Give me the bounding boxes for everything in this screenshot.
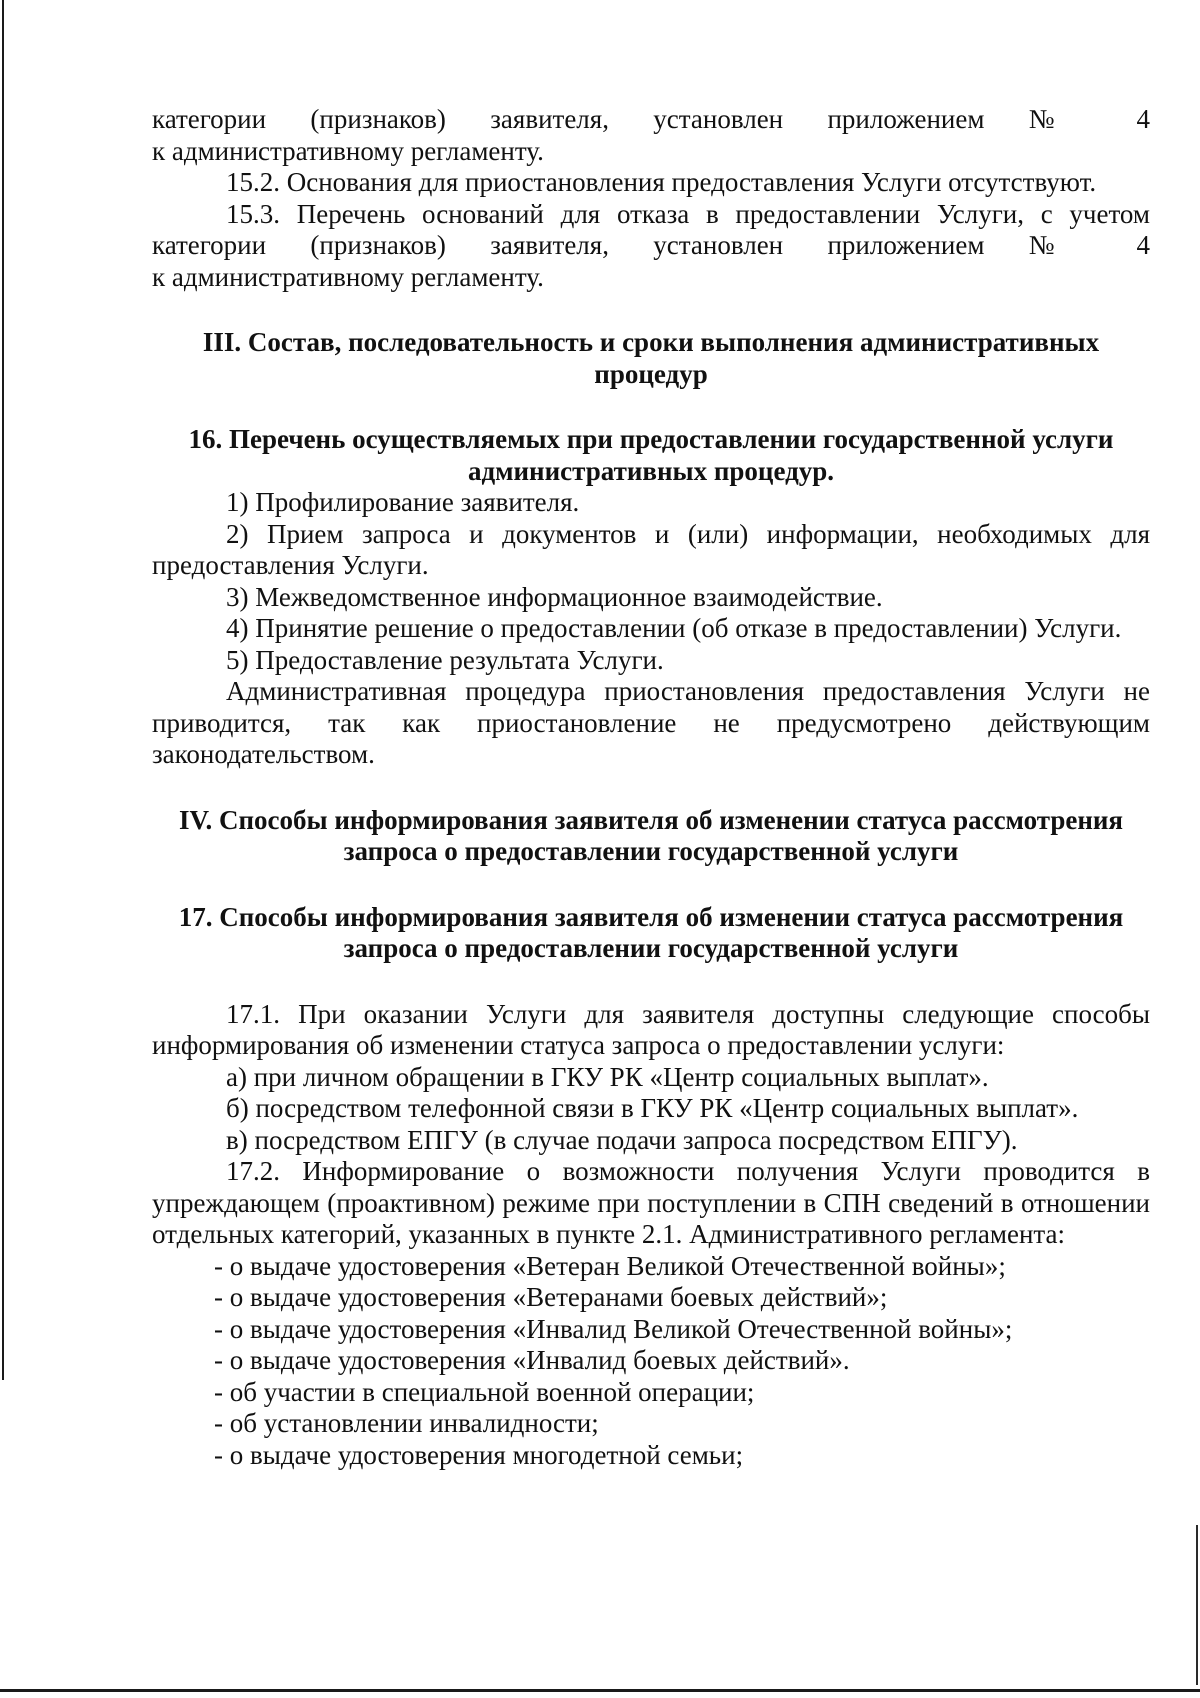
section-3-title: III. Состав, последовательность и сроки выполнения административных процедур — [202, 327, 1100, 389]
suspension-note: Административная процедура приостановления предоставления Услуги не приводится, так как приостановление не предусмотрено действующим законодательством. — [152, 676, 1150, 769]
paragraph-15-3-line-1: 15.3. Перечень оснований для отказа в предоставлении Услуги, с учетом — [226, 198, 1150, 229]
category-item-7: - о выдаче удостоверения многодетной семьи; — [214, 1439, 744, 1470]
procedure-1: 1) Профилирование заявителя. — [226, 487, 580, 517]
intro-line-1: категории (признаков) заявителя, установлен приложением № 4 — [152, 104, 1150, 134]
procedure-3: 3) Межведомственное информационное взаимодействие. — [226, 581, 883, 612]
procedure-2: 2) Прием запроса и документов и (или) информации, необходимых для предоставления Услуги. — [152, 518, 1150, 580]
scan-edge-right — [1196, 1525, 1198, 1685]
category-item-6: - об установлении инвалидности; — [214, 1408, 599, 1438]
intro-line-2: к административному регламенту. — [152, 135, 544, 166]
paragraph-15-3-line-3: к административному регламенту. — [152, 261, 544, 292]
paragraph-17-2: 17.2. Информирование о возможности получения Услуги проводится в упреждающем (проактивном) режиме при поступлении в СПН сведений в отношении отдельных категорий, указанных в пункте 2.1. Административного регламента: — [152, 1156, 1150, 1249]
procedure-5: 5) Предоставление результата Услуги. — [226, 644, 664, 675]
method-a: а) при личном обращении в ГКУ РК «Центр социальных выплат». — [226, 1061, 989, 1092]
paragraph-15-3-line-2: категории (признаков) заявителя, установлен приложением № 4 — [152, 230, 1150, 260]
paragraph-15-2: 15.2. Основания для приостановления предоставления Услуги отсутствуют. — [226, 167, 1097, 197]
item-17-title: 17. Способы информирования заявителя об изменении статуса рассмотрения запроса о предоставлении государственной услуги — [178, 901, 1124, 963]
method-c: в) посредством ЕПГУ (в случае подачи запроса посредством ЕПГУ). — [226, 1124, 1018, 1155]
category-item-1: - о выдаче удостоверения «Ветеран Великой Отечественной войны»; — [214, 1250, 1006, 1281]
scan-edge-bottom — [0, 1689, 1200, 1692]
procedure-4: 4) Принятие решение о предоставлении (об отказе в предоставлении) Услуги. — [226, 613, 1122, 643]
paragraph-17-1: 17.1. При оказании Услуги для заявителя доступны следующие способы информирования об изменении статуса запроса о предоставлении услуги: — [152, 998, 1150, 1060]
document-page — [152, 104, 1150, 1471]
scan-edge-left — [2, 0, 4, 1380]
method-b: б) посредством телефонной связи в ГКУ РК «Центр социальных выплат». — [226, 1093, 1079, 1123]
section-4-title: IV. Способы информирования заявителя об изменении статуса рассмотрения запроса о предоставлении государственной услуги — [178, 804, 1124, 866]
category-item-4: - о выдаче удостоверения «Инвалид боевых действий». — [214, 1345, 850, 1375]
category-item-5: - об участии в специальной военной операции; — [214, 1376, 755, 1407]
category-item-2: - о выдаче удостоверения «Ветеранами боевых действий»; — [214, 1282, 888, 1312]
category-item-3: - о выдаче удостоверения «Инвалид Великой Отечественной войны»; — [214, 1313, 1013, 1344]
item-16-title: 16. Перечень осуществляемых при предоставлении государственной услуги административных процедур. — [188, 424, 1114, 486]
